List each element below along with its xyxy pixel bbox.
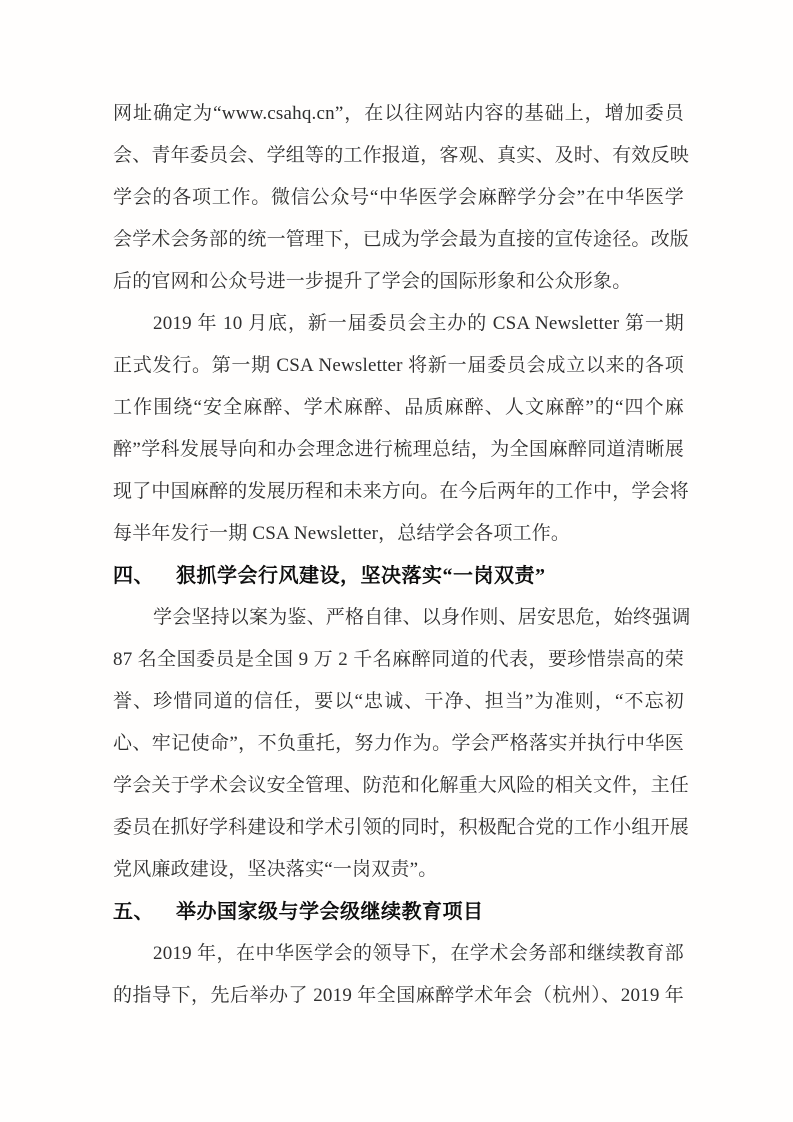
section-heading-5	[113, 891, 684, 933]
text-line: 现了中国麻醉的发展历程和未来方向。在今后两年的工作中，学会将	[113, 481, 690, 502]
text-line: 每半年发行一期 CSA Newsletter，总结学会各项工作。	[113, 523, 571, 544]
text-line: 网址确定为“www.csahq.cn”，在以往网站内容的基础上，增加委员	[113, 103, 684, 124]
text-line: 学会坚持以案为鉴、严格自律、以身作则、居安思危，始终强调	[153, 607, 691, 628]
section-number: 四、	[113, 565, 154, 587]
text-line: 工作围绕“安全麻醉、学术麻醉、品质麻醉、人文麻醉”的“四个麻	[113, 397, 684, 418]
text-line: 会学术会务部的统一管理下，已成为学会最为直接的宣传途径。改版	[113, 229, 690, 250]
text-line: 的指导下，先后举办了 2019 年全国麻醉学术年会（杭州）、2019 年	[113, 985, 684, 1006]
section-number: 五、	[113, 901, 154, 923]
text-line: 2019 年 10 月底，新一届委员会主办的 CSA Newsletter 第一期	[153, 313, 684, 334]
document-text-block	[113, 93, 691, 1017]
section-title: 狠抓学会行风建设，坚决落实“一岗双责”	[176, 565, 546, 587]
text-line: 誉、珍惜同道的信任，要以“忠诚、干净、担当”为准则，“不忘初	[113, 691, 684, 712]
text-line: 2019 年，在中华医学会的领导下，在学术会务部和继续教育部	[153, 943, 684, 964]
text-line: 心、牢记使命”，不负重托，努力作为。学会严格落实并执行中华医	[113, 733, 684, 754]
text-line: 正式发行。第一期 CSA Newsletter 将新一届委员会成立以来的各项	[113, 355, 684, 376]
text-line: 党风廉政建设，坚决落实“一岗双责”。	[113, 859, 438, 880]
text-line: 87 名全国委员是全国 9 万 2 千名麻醉同道的代表，要珍惜崇高的荣	[113, 649, 684, 670]
text-line: 委员在抓好学科建设和学术引领的同时，积极配合党的工作小组开展	[113, 817, 690, 838]
text-line: 会、青年委员会、学组等的工作报道，客观、真实、及时、有效反映	[113, 145, 690, 166]
text-line: 学会的各项工作。微信公众号“中华医学会麻醉学分会”在中华医学	[113, 187, 684, 208]
text-line: 醉”学科发展导向和办会理念进行梳理总结，为全国麻醉同道清晰展	[113, 439, 684, 460]
section-title: 举办国家级与学会级继续教育项目	[176, 901, 484, 923]
text-line: 学会关于学术会议安全管理、防范和化解重大风险的相关文件，主任	[113, 775, 690, 796]
text-line: 后的官网和公众号进一步提升了学会的国际形象和公众形象。	[113, 271, 632, 292]
section-heading-4	[113, 555, 684, 597]
